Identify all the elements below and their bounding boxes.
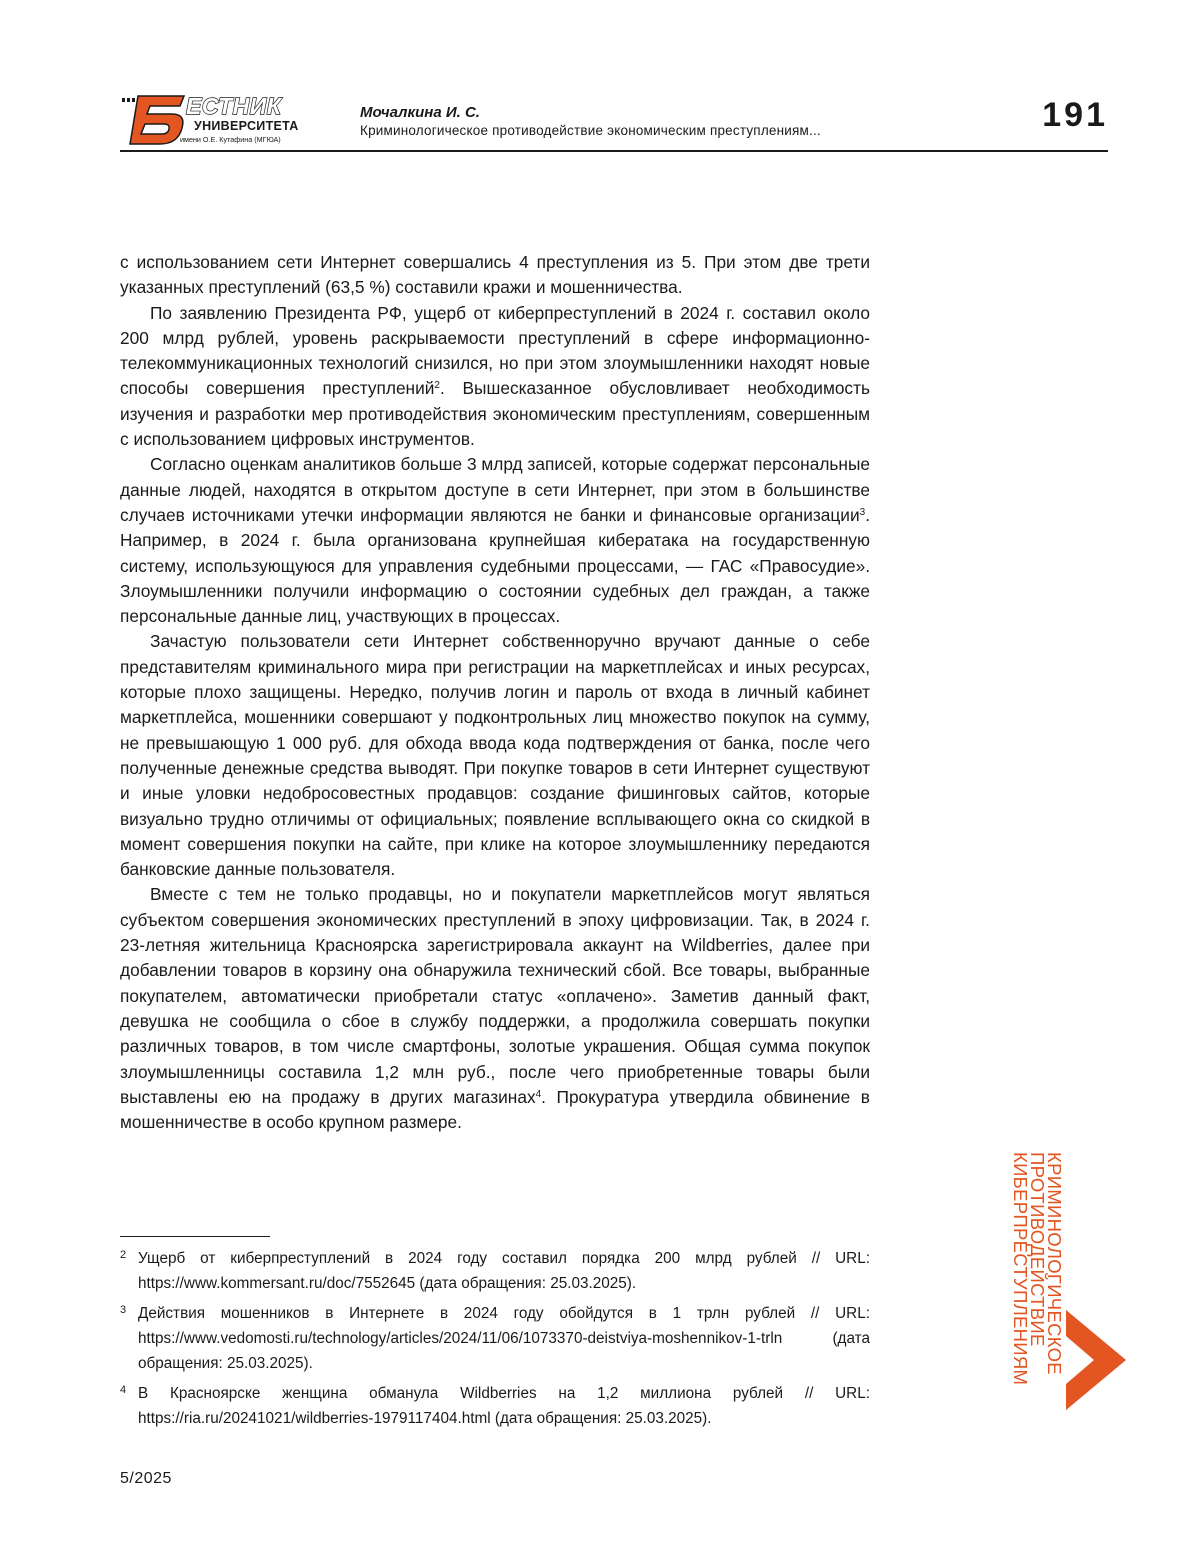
- footnotes: [120, 1246, 870, 1436]
- paragraph: Зачастую пользователи сети Интернет собственноручно вручают данные о себе представителям криминального мира при регистрации на маркетплейсах и иных ресурсах, которые плохо защищены. Нередко, получив логин и пароль от входа в личный кабинет маркетплейса, мошенники совершают у подконтрольных лиц множество покупок на сумму, не превышающую 1 000 руб. для обхода ввода кода подтверждения от банка, после чего полученные денежные средства выводят. При покупке товаров в сети Интернет существуют и иные уловки недобросовестных продавцов: создание фишинговых сайтов, которые визуально трудно отличимы от официальных; появление всплывающего окна со скидкой в момент совершения покупки на сайте, при клике на которое злоумышленнику передаются банковские данные пользователя.: [120, 631, 870, 880]
- logo-university-name: имени О.Е. Кутафина (МГЮА): [180, 135, 281, 144]
- footnote-text[interactable]: Действия мошенников в Интернете в 2024 году обойдутся в 1 трлн рублей // URL: https://www.vedomosti.ru/technology/articles/2024/11/06/1073370-deistviya-moshennikov-1-trln (дата обращения: 25.03.2025).: [138, 1305, 870, 1372]
- paragraph: Вместе с тем не только продавцы, но и покупатели маркетплейсов могут являться субъектом совершения экономических преступлений в эпоху цифровизации. Так, в 2024 г. 23-летняя жительница Красноярска зарегистрировала аккаунт на Wildberries, далее при добавлении товаров в корзину она обнаружила технический сбой. Все товары, выбранные покупателем, автоматически приобретали статус «оплачено». Заметив данный факт, девушка не сообщила о сбое в службу поддержки, а продолжила совершать покупки различных товаров, в том числе смартфоны, золотые украшения. Общая сумма покупок злоумышленницы составила 1,2 млн руб., после чего приобретенные товары были выставлены ею на продажу в других магазинах$^4$. Прокуратура утвердила обвинение в мошенничестве в особо крупном размере.: [120, 884, 870, 1133]
- footnote-ref[interactable]: 4: [535, 1088, 542, 1100]
- footnote-text[interactable]: В Красноярске женщина обманула Wildberries на 1,2 миллиона рублей // URL: https://ria.ru/20241021/wildberries-1979117404.html (дата обращения: 25.03.2025).: [138, 1385, 870, 1427]
- article-running-title: Криминологическое противодействие экономическим преступлениям...: [360, 123, 821, 138]
- side-label-line: КИБЕРПРЕСТУПЛЕНИЯМ: [1010, 1152, 1031, 1386]
- section-arrow-icon: [1064, 1308, 1130, 1412]
- footnote-ref[interactable]: 2: [434, 380, 440, 392]
- logo-vestnik-text: ЕСТНИК: [186, 93, 282, 119]
- footnote-number: 3: [120, 1304, 127, 1316]
- side-label-line: ПРОТИВОДЕЙСТВИЕ: [1027, 1152, 1048, 1347]
- footnote-text[interactable]: Ущерб от киберпреступлений в 2024 году составил порядка 200 млрд рублей // URL: https://www.kommersant.ru/doc/7552645 (дата обращения: 25.03.2025).: [138, 1250, 870, 1292]
- footnote: [120, 1246, 870, 1296]
- header-divider: [120, 150, 1108, 152]
- journal-logo: [120, 92, 320, 148]
- paragraph: Согласно оценкам аналитиков больше 3 млрд записей, которые содержат персональные данные людей, находятся в открытом доступе в сети Интернет, при этом в большинстве случаев источниками утечки информации являются не банки и финансовые организации$^3$. Например, в 2024 г. была организована крупнейшая кибератака на государственную систему, использующуюся для управления судебными процессами, — ГАС «Правосудие». Злоумышленники получили информацию о состоянии судебных дел граждан, а также персональные данные лиц, участвующих в процессах.: [120, 454, 870, 627]
- article-author: Мочалкина И. С.: [360, 104, 480, 121]
- footnote-divider: [120, 1236, 270, 1237]
- footnote-number: 2: [120, 1249, 127, 1261]
- issue-number: 5/2025: [120, 1470, 172, 1487]
- section-side-label: [1012, 1152, 1063, 1385]
- footnote: [120, 1301, 870, 1376]
- paragraph: По заявлению Президента РФ, ущерб от киберпреступлений в 2024 г. составил около 200 млрд рублей, уровень раскрываемости преступлений в сфере информационно-телекоммуникационных технологий снизился, но при этом злоумышленники находят новые способы совершения преступлений$^2$. Вышесказанное обусловливает необходимость изучения и разработки мер противодействия экономическим преступлениям, совершенным с использованием цифровых инструментов.: [120, 302, 870, 450]
- side-label-line: КРИМИНОЛОГИЧЕСКОЕ: [1044, 1152, 1065, 1375]
- page-number: 191: [1042, 96, 1108, 134]
- article-body: [120, 250, 870, 1135]
- logo-university-text: УНИВЕРСИТЕТА: [194, 119, 299, 133]
- footnote-number: 4: [120, 1384, 127, 1396]
- footnote-ref[interactable]: 3: [859, 506, 866, 518]
- footnote: [120, 1381, 870, 1431]
- paragraph: с использованием сети Интернет совершались 4 преступления из 5. При этом две трети указанных преступлений (63,5 %) составили кражи и мошенничества.: [120, 252, 870, 298]
- page-header: [120, 92, 1108, 152]
